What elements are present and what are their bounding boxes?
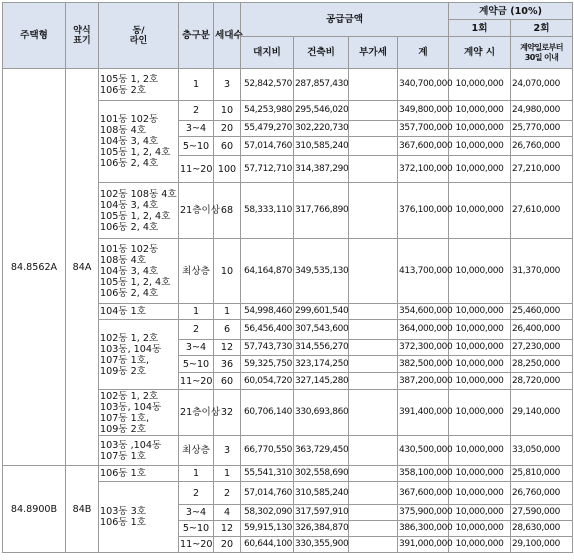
first-installment-cell: 10,000,000	[449, 69, 511, 101]
vat-cell	[349, 537, 398, 553]
dong-line-cell: 102동 1, 2호 103동, 104동 107동 1호, 109동 2호	[99, 390, 179, 436]
second-installment-cell: 24,980,000	[511, 101, 573, 121]
total-cell: 372,300,000	[398, 340, 449, 356]
total-cell: 391,400,000	[398, 390, 449, 436]
vat-cell	[349, 466, 398, 482]
vat-cell	[349, 239, 398, 304]
header-at-contract: 계약 시	[449, 37, 511, 69]
land-cost-cell: 59,325,750	[241, 356, 294, 373]
first-installment-cell: 10,000,000	[449, 239, 511, 304]
table-row	[3, 466, 573, 482]
building-cost-cell: 310,585,240	[294, 137, 349, 156]
second-installment-cell: 29,140,000	[511, 390, 573, 436]
second-installment-cell: 28,250,000	[511, 356, 573, 373]
second-installment-cell: 25,810,000	[511, 466, 573, 482]
floor-group-cell: 5~10	[179, 137, 214, 156]
first-installment-cell: 10,000,000	[449, 373, 511, 390]
vat-cell	[349, 320, 398, 340]
floor-group-cell: 21층이상	[179, 390, 214, 436]
building-cost-cell: 299,601,540	[294, 304, 349, 320]
second-installment-cell: 27,230,000	[511, 340, 573, 356]
building-cost-cell: 317,597,910	[294, 505, 349, 521]
first-installment-cell: 10,000,000	[449, 101, 511, 121]
building-cost-cell: 330,693,860	[294, 390, 349, 436]
second-installment-cell: 24,070,000	[511, 69, 573, 101]
building-cost-cell: 307,543,600	[294, 320, 349, 340]
households-cell: 12	[214, 340, 241, 356]
header-abbrev: 약식 표기	[66, 3, 99, 69]
second-installment-cell: 26,760,000	[511, 482, 573, 505]
building-cost-cell: 317,766,890	[294, 183, 349, 239]
total-cell: 357,700,000	[398, 121, 449, 137]
land-cost-cell: 52,842,570	[241, 69, 294, 101]
building-cost-cell: 349,535,130	[294, 239, 349, 304]
vat-cell	[349, 436, 398, 466]
supply-price-table	[2, 2, 573, 553]
second-installment-cell: 26,760,000	[511, 137, 573, 156]
floor-group-cell: 1	[179, 466, 214, 482]
households-cell: 100	[214, 156, 241, 183]
total-cell: 372,100,000	[398, 156, 449, 183]
housing-type-cell: 84.8562A	[3, 69, 66, 466]
building-cost-cell: 330,355,900	[294, 537, 349, 553]
total-cell: 413,700,000	[398, 239, 449, 304]
second-installment-cell: 31,370,000	[511, 239, 573, 304]
vat-cell	[349, 137, 398, 156]
total-cell: 382,500,000	[398, 356, 449, 373]
dong-line-cell: 102동 1, 2호 103동, 104동 107동 1호, 109동 2호	[99, 320, 179, 390]
first-installment-cell: 10,000,000	[449, 137, 511, 156]
households-cell: 6	[214, 320, 241, 340]
floor-group-cell: 최상층	[179, 239, 214, 304]
header-building-cost: 건축비	[294, 37, 349, 69]
land-cost-cell: 57,712,710	[241, 156, 294, 183]
building-cost-cell: 326,384,870	[294, 521, 349, 537]
total-cell: 340,700,000	[398, 69, 449, 101]
building-cost-cell: 323,174,250	[294, 356, 349, 373]
header-deposit: 계약금 (10%)	[449, 3, 573, 20]
header-second-installment: 2회	[511, 20, 573, 37]
vat-cell	[349, 156, 398, 183]
total-cell: 364,000,000	[398, 320, 449, 340]
households-cell: 1	[214, 304, 241, 320]
total-cell: 387,200,000	[398, 373, 449, 390]
land-cost-cell: 57,014,760	[241, 482, 294, 505]
floor-group-cell: 11~20	[179, 537, 214, 553]
header-housing-type: 주택형	[3, 3, 66, 69]
households-cell: 1	[214, 466, 241, 482]
supply-price-table-body	[3, 69, 573, 553]
total-cell: 367,600,000	[398, 482, 449, 505]
land-cost-cell: 57,014,760	[241, 137, 294, 156]
supply-price-table-container	[2, 2, 573, 553]
header-within-30-days: 계약일로부터 30일 이내	[511, 37, 573, 69]
building-cost-cell: 327,145,280	[294, 373, 349, 390]
first-installment-cell: 10,000,000	[449, 505, 511, 521]
households-cell: 10	[214, 239, 241, 304]
households-cell: 20	[214, 537, 241, 553]
vat-cell	[349, 183, 398, 239]
vat-cell	[349, 505, 398, 521]
floor-group-cell: 1	[179, 69, 214, 101]
total-cell: 367,600,000	[398, 137, 449, 156]
dong-line-cell: 104동 1호	[99, 304, 179, 320]
second-installment-cell: 28,630,000	[511, 521, 573, 537]
abbrev-cell: 84A	[66, 69, 99, 466]
table-row	[3, 69, 573, 101]
vat-cell	[349, 101, 398, 121]
first-installment-cell: 10,000,000	[449, 340, 511, 356]
first-installment-cell: 10,000,000	[449, 521, 511, 537]
vat-cell	[349, 356, 398, 373]
first-installment-cell: 10,000,000	[449, 466, 511, 482]
building-cost-cell: 310,585,240	[294, 482, 349, 505]
second-installment-cell: 25,460,000	[511, 304, 573, 320]
first-installment-cell: 10,000,000	[449, 436, 511, 466]
dong-line-cell: 101동 102동 108동 4호 104동 3, 4호 105동 1, 2, 4호 106동 2, 4호	[99, 101, 179, 183]
dong-line-cell: 105동 1, 2호 106동 2호	[99, 69, 179, 101]
households-cell: 4	[214, 505, 241, 521]
total-cell: 354,600,000	[398, 304, 449, 320]
land-cost-cell: 54,253,980	[241, 101, 294, 121]
second-installment-cell: 28,720,000	[511, 373, 573, 390]
first-installment-cell: 10,000,000	[449, 304, 511, 320]
header-supply-price: 공급금액	[241, 3, 449, 37]
floor-group-cell: 11~20	[179, 373, 214, 390]
vat-cell	[349, 121, 398, 137]
floor-group-cell: 3~4	[179, 121, 214, 137]
housing-type-cell: 84.8900B	[3, 466, 66, 553]
second-installment-cell: 27,610,000	[511, 183, 573, 239]
land-cost-cell: 55,541,310	[241, 466, 294, 482]
total-cell: 375,900,000	[398, 505, 449, 521]
header-dong-line: 동/ 라인	[99, 3, 179, 69]
header-households: 세대수	[214, 3, 241, 69]
first-installment-cell: 10,000,000	[449, 121, 511, 137]
abbrev-cell: 84B	[66, 466, 99, 553]
households-cell: 12	[214, 521, 241, 537]
land-cost-cell: 58,333,110	[241, 183, 294, 239]
households-cell: 10	[214, 101, 241, 121]
land-cost-cell: 66,770,550	[241, 436, 294, 466]
first-installment-cell: 10,000,000	[449, 356, 511, 373]
dong-line-cell: 102동 108동 4호 104동 3, 4호 105동 1, 2, 4호 106동 2, 4호	[99, 183, 179, 239]
header-floor-group: 층구분	[179, 3, 214, 69]
building-cost-cell: 363,729,450	[294, 436, 349, 466]
total-cell: 376,100,000	[398, 183, 449, 239]
floor-group-cell: 최상층	[179, 436, 214, 466]
total-cell: 391,000,000	[398, 537, 449, 553]
land-cost-cell: 60,644,100	[241, 537, 294, 553]
header-first-installment: 1회	[449, 20, 511, 37]
vat-cell	[349, 304, 398, 320]
header-land-cost: 대지비	[241, 37, 294, 69]
dong-line-cell: 103동 ,104동 107동 1호	[99, 436, 179, 466]
building-cost-cell: 295,546,020	[294, 101, 349, 121]
land-cost-cell: 57,743,730	[241, 340, 294, 356]
header-row-1	[3, 3, 573, 20]
households-cell: 60	[214, 137, 241, 156]
floor-group-cell: 2	[179, 320, 214, 340]
floor-group-cell: 21층이상	[179, 183, 214, 239]
floor-group-cell: 11~20	[179, 156, 214, 183]
second-installment-cell: 33,050,000	[511, 436, 573, 466]
floor-group-cell: 5~10	[179, 356, 214, 373]
households-cell: 60	[214, 373, 241, 390]
land-cost-cell: 64,164,870	[241, 239, 294, 304]
building-cost-cell: 302,558,690	[294, 466, 349, 482]
total-cell: 349,800,000	[398, 101, 449, 121]
first-installment-cell: 10,000,000	[449, 156, 511, 183]
total-cell: 386,300,000	[398, 521, 449, 537]
building-cost-cell: 287,857,430	[294, 69, 349, 101]
households-cell: 68	[214, 183, 241, 239]
second-installment-cell: 26,400,000	[511, 320, 573, 340]
land-cost-cell: 60,054,720	[241, 373, 294, 390]
header-total: 계	[398, 37, 449, 69]
second-installment-cell: 29,100,000	[511, 537, 573, 553]
households-cell: 2	[214, 482, 241, 505]
building-cost-cell: 302,220,730	[294, 121, 349, 137]
vat-cell	[349, 373, 398, 390]
dong-line-cell: 103동 3호 106동 1호	[99, 482, 179, 553]
land-cost-cell: 55,479,270	[241, 121, 294, 137]
first-installment-cell: 10,000,000	[449, 537, 511, 553]
land-cost-cell: 60,706,140	[241, 390, 294, 436]
vat-cell	[349, 340, 398, 356]
households-cell: 3	[214, 436, 241, 466]
households-cell: 32	[214, 390, 241, 436]
households-cell: 36	[214, 356, 241, 373]
households-cell: 3	[214, 69, 241, 101]
households-cell: 20	[214, 121, 241, 137]
second-installment-cell: 25,770,000	[511, 121, 573, 137]
vat-cell	[349, 390, 398, 436]
building-cost-cell: 314,387,290	[294, 156, 349, 183]
first-installment-cell: 10,000,000	[449, 320, 511, 340]
land-cost-cell: 59,915,130	[241, 521, 294, 537]
first-installment-cell: 10,000,000	[449, 482, 511, 505]
floor-group-cell: 5~10	[179, 521, 214, 537]
floor-group-cell: 2	[179, 101, 214, 121]
floor-group-cell: 2	[179, 482, 214, 505]
land-cost-cell: 56,456,400	[241, 320, 294, 340]
building-cost-cell: 314,556,270	[294, 340, 349, 356]
floor-group-cell: 3~4	[179, 505, 214, 521]
vat-cell	[349, 482, 398, 505]
total-cell: 430,500,000	[398, 436, 449, 466]
floor-group-cell: 3~4	[179, 340, 214, 356]
dong-line-cell: 101동 102동 108동 4호 104동 3, 4호 105동 1, 2, 4호 106동 2, 4호	[99, 239, 179, 304]
land-cost-cell: 58,302,090	[241, 505, 294, 521]
first-installment-cell: 10,000,000	[449, 183, 511, 239]
second-installment-cell: 27,210,000	[511, 156, 573, 183]
floor-group-cell: 1	[179, 304, 214, 320]
vat-cell	[349, 69, 398, 101]
land-cost-cell: 54,998,460	[241, 304, 294, 320]
second-installment-cell: 27,590,000	[511, 505, 573, 521]
first-installment-cell: 10,000,000	[449, 390, 511, 436]
header-vat: 부가세	[349, 37, 398, 69]
total-cell: 358,100,000	[398, 466, 449, 482]
vat-cell	[349, 521, 398, 537]
dong-line-cell: 106동 1호	[99, 466, 179, 482]
